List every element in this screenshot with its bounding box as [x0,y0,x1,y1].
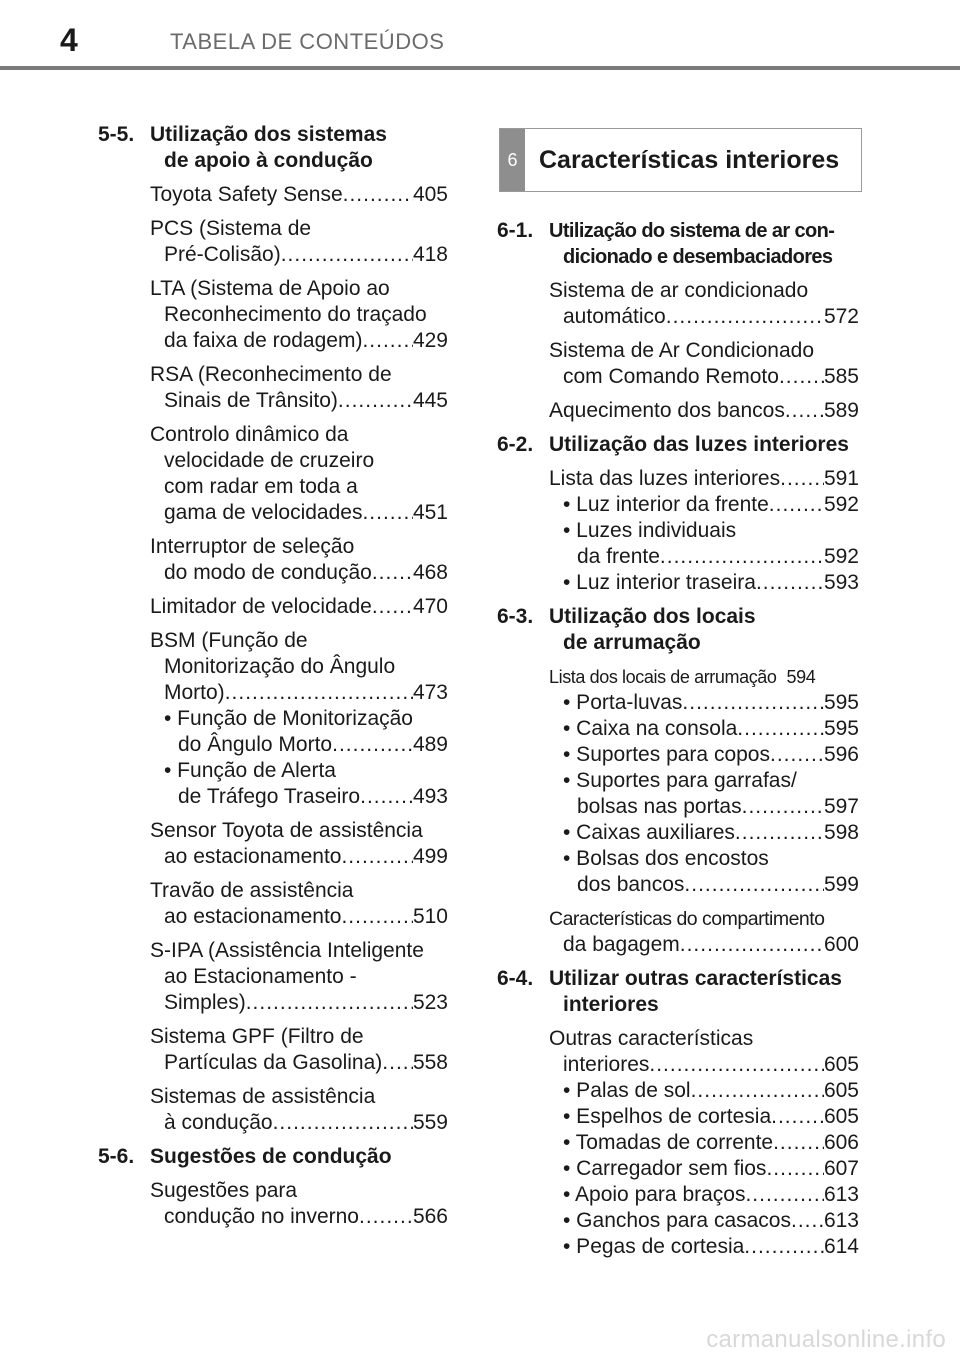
dot-leader [362,328,412,354]
page-ref: 499 [412,845,448,868]
entry-text: • Espelhos de cortesia [563,1105,772,1128]
page-ref: 592 [823,545,859,568]
section-number: 6-1. [497,219,534,242]
page-ref: 613 [823,1183,859,1206]
toc-entry-toyota-safety-sense[interactable] [98,182,448,208]
page-ref: 572 [823,305,859,328]
entry-text: BSM (Função de [150,629,308,652]
page-ref: 451 [412,501,448,524]
toc-entry-lta[interactable] [98,276,448,354]
entry-text: LTA (Sistema de Apoio ao [150,277,390,300]
dot-leader [737,716,824,742]
dot-leader [766,1156,824,1182]
page-ref: 592 [823,493,859,516]
toc-entry-speed-limiter[interactable] [98,594,448,620]
toc-entry-parking-sensor[interactable] [98,818,448,870]
dot-leader [773,1130,824,1156]
entry-text: à condução [164,1111,273,1134]
entry-text: • Suportes para copos [563,743,770,766]
page-ref: 510 [412,905,448,928]
page-ref: 597 [823,795,859,818]
toc-entry-parking-brake-assist[interactable] [98,878,448,930]
dot-leader [742,794,824,820]
dot-leader [691,1078,824,1104]
entry-text: • Apoio para braços [563,1183,746,1206]
entry-text: Monitorização do Ângulo [164,655,396,678]
toc-entry-interior-lights[interactable] [497,466,859,596]
dot-leader [791,1208,824,1234]
dot-leader [684,872,824,898]
page-ref: 493 [412,785,448,808]
dot-leader [338,388,413,414]
entry-text: • Pegas de cortesia [563,1235,745,1258]
entry-text: Lista dos locais de arrumação [549,667,777,687]
page-ref: 607 [823,1157,859,1180]
chapter-number: 6 [500,129,525,191]
entry-text: • Luzes individuais [563,519,737,542]
dot-leader [745,1182,823,1208]
page-header [0,0,960,70]
dot-leader [246,990,413,1016]
entry-text: da faixa de rodagem) [164,329,363,352]
page-ref: 468 [412,561,448,584]
page-ref: 473 [412,681,448,704]
entry-text: Sinais de Trânsito) [164,389,338,412]
dot-leader [332,732,413,758]
entry-text: Controlo dinâmico da [150,423,349,446]
page-ref: 593 [823,571,859,594]
page-ref: 594 [786,667,816,687]
page-ref: 566 [412,1205,448,1228]
toc-entry-luggage[interactable] [497,906,859,958]
toc-section-6-1[interactable] [497,218,859,270]
dot-leader [359,1204,413,1230]
entry-text: PCS (Sistema de [150,217,312,240]
toc-entry-remote-ac[interactable] [497,338,859,390]
dot-leader [341,904,412,930]
dot-leader [362,500,412,526]
dot-leader [756,570,824,596]
page-ref: 559 [412,1111,448,1134]
dot-leader [225,680,413,706]
page-ref: 558 [412,1051,448,1074]
toc-section-5-6[interactable] [98,1144,448,1170]
entry-text: • Função de Alerta [164,759,336,782]
dot-leader [382,1050,413,1076]
entry-text: • Luz interior da frente [563,493,769,516]
entry-text: Lista das luzes interiores [549,467,781,490]
entry-text: RSA (Reconhecimento de [150,363,392,386]
toc-left-column [98,122,448,1238]
entry-text: dos bancos [577,873,685,896]
entry-text: automático [563,305,666,328]
dot-leader [273,1110,413,1136]
entry-text: gama de velocidades [164,501,363,524]
entry-text: • Ganchos para casacos [563,1209,791,1232]
entry-text: • Tomadas de corrente [563,1131,774,1154]
entry-text: Reconhecimento do traçado [164,303,427,326]
toc-entry-bsm[interactable] [98,628,448,810]
toc-section-6-4[interactable] [497,966,859,1018]
entry-text: ao estacionamento [164,845,342,868]
page-ref: 429 [412,329,448,352]
page-ref: 614 [823,1235,859,1258]
entry-text: com Comando Remoto [563,365,779,388]
toc-section-5-5[interactable] [98,122,448,174]
dot-leader [660,544,824,570]
toc-entry-auto-ac[interactable] [497,278,859,330]
toc-section-6-3[interactable] [497,604,859,656]
entry-text: Travão de assistência [150,879,354,902]
entry-text: • Suportes para garrafas/ [563,769,797,792]
section-title: Utilização dos sistemas de apoio à condução [150,123,387,172]
page-ref: 598 [823,821,859,844]
dot-leader [341,844,412,870]
page-ref: 606 [823,1131,859,1154]
entry-text: Aquecimento dos bancos [549,399,785,422]
page-ref: 595 [823,691,859,714]
entry-text: da bagagem [563,933,680,956]
entry-text: Pré-Colisão) [164,243,281,266]
entry-text: velocidade de cruzeiro [164,449,375,472]
dot-leader [785,398,824,424]
toc-section-6-2[interactable] [497,432,859,458]
entry-text: Outras características [549,1027,754,1050]
section-number: 6-4. [497,967,534,990]
entry-text: Sistemas de assistência [150,1085,376,1108]
page-ref: 600 [823,933,859,956]
page-ref: 585 [823,365,859,388]
page-ref: 445 [412,389,448,412]
entry-text: • Palas de sol [563,1079,691,1102]
toc-entry-driving-assist[interactable] [98,1084,448,1136]
entry-text: Toyota Safety Sense [150,183,343,206]
page-ref: 470 [412,595,448,618]
chapter-title: Características interiores [539,145,840,174]
page-ref: 605 [823,1053,859,1076]
entry-text: Sensor Toyota de assistência [150,819,423,842]
entry-text: • Porta-luvas [563,691,683,714]
entry-text: • Caixa na consola [563,717,738,740]
toc-entry-pcs[interactable] [98,216,448,268]
entry-text: condução no inverno [164,1205,359,1228]
dot-leader [780,466,824,492]
toc-entry-s-ipa[interactable] [98,938,448,1016]
section-title: Utilizar outras características interiores [549,967,842,1016]
toc-right-column [497,218,859,1268]
entry-text: com radar em toda a [164,475,358,498]
toc-entry-winter-driving[interactable] [98,1178,448,1230]
dot-leader [666,304,824,330]
dot-leader [682,690,824,716]
entry-text: bolsas nas portas [577,795,742,818]
section-title: Utilização das luzes interiores [549,433,849,456]
entry-text: da frente [577,545,660,568]
page-ref: 405 [412,183,448,206]
entry-text: ao Estacionamento - [164,965,357,988]
page-ref: 613 [823,1209,859,1232]
chapter-header [499,128,862,192]
dot-leader [281,242,413,268]
entry-text: ao estacionamento [164,905,342,928]
section-title: Sugestões de condução [150,1145,392,1168]
section-number: 5-5. [98,123,135,146]
page-ref: 591 [823,467,859,490]
section-number: 6-2. [497,433,534,456]
entry-text: Partículas da Gasolina) [164,1051,383,1074]
toc-entry-other-features[interactable] [497,1026,859,1260]
page-ref: 599 [823,873,859,896]
running-title: TABELA DE CONTEÚDOS [170,29,445,54]
section-title: Utilização do sistema de ar con- dicionado e desembaciadores [549,220,835,268]
page-ref: 605 [823,1079,859,1102]
entry-text: Características do compartimento [549,908,825,930]
page-ref: 589 [823,399,859,422]
toc-entry-rsa[interactable] [98,362,448,414]
section-title: Utilização dos locais de arrumação [549,605,756,654]
entry-text: • Caixas auxiliares [563,821,735,844]
entry-text: Sistema de ar condicionado [549,279,809,302]
page-number: 4 [60,22,78,58]
dot-leader [649,1052,824,1078]
dot-leader [360,784,413,810]
entry-text: S-IPA (Assistência Inteligente [150,939,424,962]
dot-leader [343,182,413,208]
dot-leader [771,1104,824,1130]
dot-leader [372,560,413,586]
dot-leader [735,820,824,846]
entry-text: Limitador de velocidade [150,595,372,618]
entry-text: Simples) [164,991,246,1014]
entry-text: • Função de Monitorização [164,707,413,730]
page-ref: 595 [823,717,859,740]
entry-text: do modo de condução [164,561,372,584]
toc-entry-drive-mode-switch[interactable] [98,534,448,586]
toc-entry-cruise-control[interactable] [98,422,448,526]
dot-leader [770,742,824,768]
dot-leader [744,1234,824,1260]
toc-entry-storage[interactable] [497,664,859,898]
entry-text: Morto) [164,681,225,704]
page-ref: 489 [412,733,448,756]
entry-text: Sistema GPF (Filtro de [150,1025,364,1048]
toc-entry-gpf[interactable] [98,1024,448,1076]
page-ref: 418 [412,243,448,266]
entry-text: Sistema de Ar Condicionado [549,339,814,362]
watermark: carmanualsonline.info [706,1326,946,1353]
toc-entry-seat-heaters[interactable] [497,398,859,424]
dot-leader [769,492,824,518]
dot-leader [779,364,824,390]
page-ref: 523 [412,991,448,1014]
dot-leader [680,932,824,958]
entry-text: • Carregador sem fios [563,1157,767,1180]
entry-text: Sugestões para [150,1179,298,1202]
entry-text: • Bolsas dos encostos [563,847,769,870]
entry-text: de Tráfego Traseiro [178,785,361,808]
entry-text: • Luz interior traseira [563,571,756,594]
section-number: 5-6. [98,1145,135,1168]
page-ref: 605 [823,1105,859,1128]
page-ref: 596 [823,743,859,766]
entry-text: do Ângulo Morto [178,733,333,756]
dot-leader [372,594,413,620]
entry-text: Interruptor de seleção [150,535,355,558]
section-number: 6-3. [497,605,534,628]
entry-text: interiores [563,1053,650,1076]
